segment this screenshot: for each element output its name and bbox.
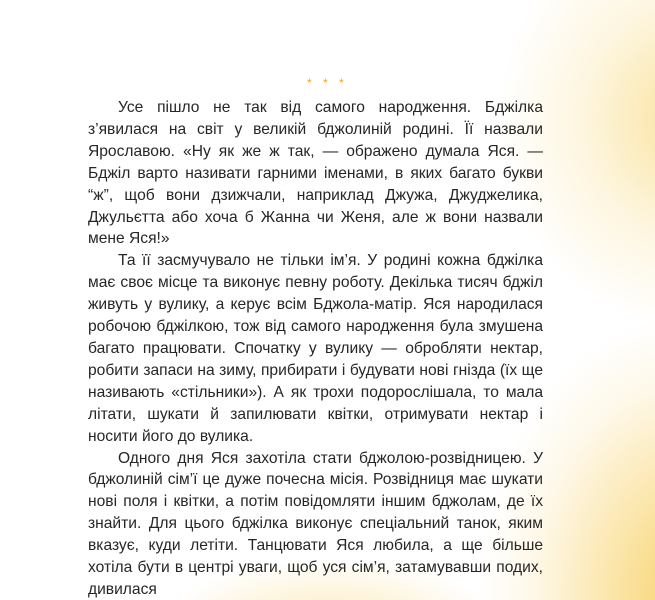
paragraph-2: Та її засмучувало не тільки ім’я. У родині кожна бджілка має своє місце та виконує певну роботу. Декілька тисяч бджіл живуть у вулику, а керує всім Бджола-матір. Яся народилася робочою бджілкою, тож від самого народження була змушена багато працювати. Спочатку у вулику — обробляти нектар, робити запаси на зиму, прибирати і будувати нові гнізда (їх ще називають «стільники»). А як трохи подорослішала, то мала літати, шукати й запилювати квітки, отримувати нектар і носити його до вулика. xyxy=(88,252,543,445)
paragraph-3: Одного дня Яся захотіла стати бджолою-розвідницею. У бджолиній сім’ї це дуже почесна місія. Розвідниця має шукати нові поля і квітки, а потім повідомляти іншим бджолам, де їх знайти. Для цього бджілка виконує спеціальний танок, яким вказує, куди летіти. Танцювати Яся любила, а ще більше хотіла бути в центрі уваги, щоб уся сім’я, затамувавши подих, дивилася xyxy=(88,449,543,598)
paragraph-1: Усе пішло не так від самого народження. Бджілка з’явилася на світ у великій бджолиній родині. Її назвали Ярославою. «Ну як же ж так, — ображено думала Яся. — Бджіл варто називати гарними іменами, в яких багато букви “ж”, щоб вони дзижчали, наприклад Джужа, Джуджелика, Джульєтта або хоча б Жанна чи Женя, але ж вони назвали мене Яся!» xyxy=(88,99,543,248)
section-ornament: * * * xyxy=(307,76,348,90)
story-text xyxy=(88,97,543,600)
